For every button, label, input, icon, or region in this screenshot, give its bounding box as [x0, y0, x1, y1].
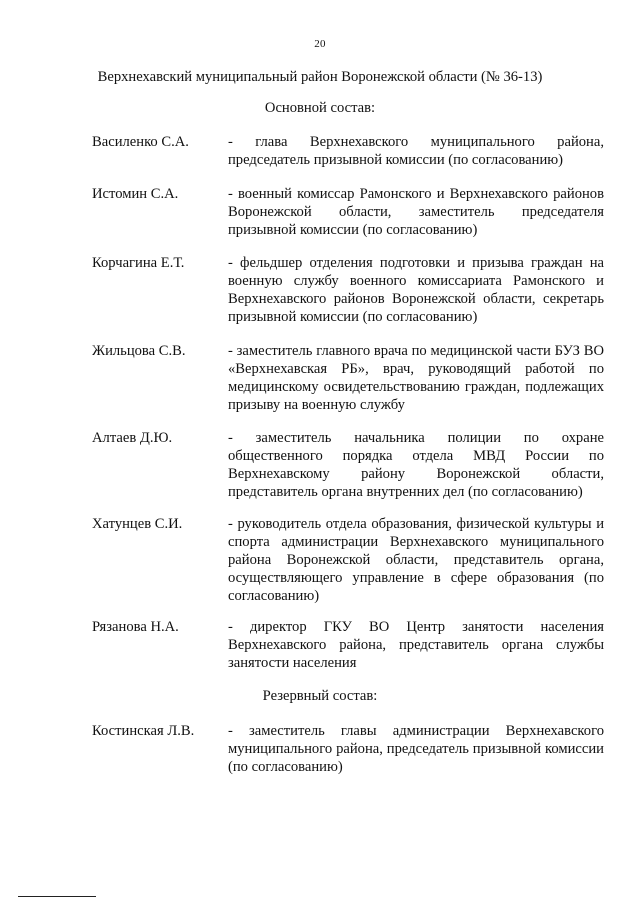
member-name: Жильцова С.В. — [92, 343, 186, 359]
member-role: - глава Верхнехавского муниципального района, председатель призывной комиссии (по согласованию) — [228, 134, 604, 168]
member-role: - фельдшер отделения подготовки и призыва граждан на военную службу военного комиссариата Рамонского и Верхнехавского районов Воронежской области, секретарь призывной комиссии (по согласованию) — [228, 255, 604, 325]
footer-divider — [18, 896, 96, 897]
member-role: - директор ГКУ ВО Центр занятости населения Верхнехавского района, представитель органа службы занятости населения — [228, 619, 604, 671]
member-role: - военный комиссар Рамонского и Верхнехавского районов Воронежской области, заместитель председателя призывной комиссии (по согласованию) — [228, 186, 604, 238]
member-role: - заместитель главы администрации Верхнехавского муниципального района, председатель призывной комиссии (по согласованию) — [228, 723, 604, 775]
member-role: - заместитель главного врача по медицинской части БУЗ ВО «Верхнехавская РБ», врач, руководящий работой по медицинскому освидетельствованию граждан, подлежащих призыву на военную службу — [228, 343, 604, 413]
member-name: Истомин С.А. — [92, 186, 179, 202]
member-name: Хатунцев С.И. — [92, 516, 183, 532]
reserve-section-heading: Резервный состав: — [262, 688, 378, 704]
member-name: Костинская Л.В. — [92, 723, 195, 739]
member-role: - заместитель начальника полиции по охране общественного порядка отдела МВД России по Верхнехавскому району Воронежской области, представитель органа внутренних дел (по согласованию) — [228, 430, 604, 500]
member-name: Корчагина Е.Т. — [92, 255, 185, 271]
member-name: Рязанова Н.А. — [92, 619, 179, 635]
document-title: Верхнехавский муниципальный район Воронежской области (№ 36-13) — [97, 69, 543, 85]
member-name: Алтаев Д.Ю. — [92, 430, 173, 446]
member-role: - руководитель отдела образования, физической культуры и спорта администрации Верхнехавского муниципального района Воронежской области, представитель органа, осуществляющего управление в сфере образования (по согласованию) — [228, 516, 604, 604]
member-name: Василенко С.А. — [92, 134, 189, 150]
main-section-heading: Основной состав: — [264, 100, 376, 116]
page-number: 20 — [314, 38, 326, 50]
